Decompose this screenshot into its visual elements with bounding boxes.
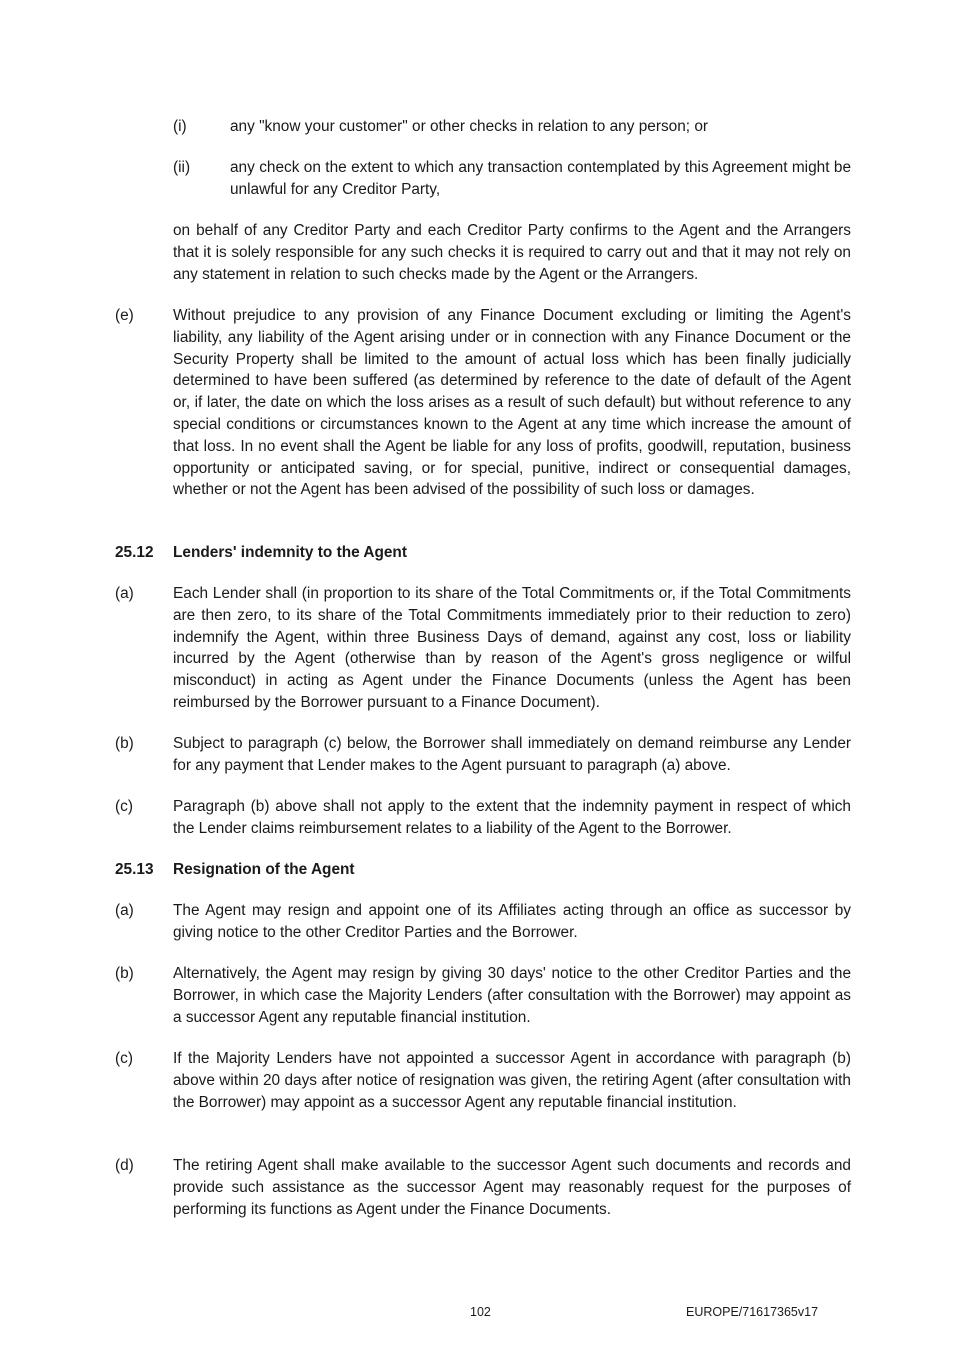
clause-text: The retiring Agent shall make available to the successor Agent such documents and records and provide such assistance as the successor Agent may reasonably request for the purposes of performing its functions as Agent under the Finance Documents.	[173, 1157, 851, 1218]
section-number: 25.12	[115, 544, 154, 561]
clause-label: (e)	[115, 307, 134, 324]
clause-text: Subject to paragraph (c) below, the Borrower shall immediately on demand reimburse any Lender for any payment that Lender makes to the Agent pursuant to paragraph (a) above.	[173, 735, 851, 774]
sub-item-label: (ii)	[173, 159, 191, 176]
clause-text: Alternatively, the Agent may resign by giving 30 days' notice to the other Creditor Parties and the Borrower, in which case the Majority Lenders (after consultation with the Borrower) may appoint as a successor Agent any reputable financial institution.	[173, 965, 851, 1026]
clause-text: Paragraph (b) above shall not apply to the extent that the indemnity payment in respect of which the Lender claims reimbursement relates to a liability of the Agent to the Borrower.	[173, 798, 851, 837]
section-title: Resignation of the Agent	[173, 861, 355, 878]
clause-label: (b)	[115, 735, 134, 752]
clause-text: The Agent may resign and appoint one of its Affiliates acting through an office as successor by giving notice to the other Creditor Parties and the Borrower.	[173, 902, 851, 941]
sub-item-label: (i)	[173, 118, 187, 135]
sub-item-text: any "know your customer" or other checks in relation to any person; or	[230, 118, 709, 135]
sub-item-text: any check on the extent to which any transaction contemplated by this Agreement might be unlawful for any Creditor Party,	[230, 159, 851, 198]
section-title: Lenders' indemnity to the Agent	[173, 544, 407, 561]
document-reference: EUROPE/71617365v17	[686, 1305, 819, 1319]
clause-label: (d)	[115, 1157, 134, 1174]
clause-label: (c)	[115, 798, 133, 815]
clause-label: (c)	[115, 1050, 133, 1067]
page-number: 102	[470, 1305, 491, 1319]
clause-label: (a)	[115, 902, 134, 919]
clause-text: If the Majority Lenders have not appointed a successor Agent in accordance with paragraph (b) above within 20 days after notice of resignation was given, the retiring Agent (after consultation with the Borrower) may appoint as a successor Agent any reputable financial institution.	[173, 1050, 851, 1111]
continuation-paragraph: on behalf of any Creditor Party and each Creditor Party confirms to the Agent and the Arrangers that it is solely responsible for any such checks it is required to carry out and that it may not rely on any statement in relation to such checks made by the Agent or the Arrangers.	[173, 222, 851, 283]
clause-text: Each Lender shall (in proportion to its share of the Total Commitments or, if the Total Commitments are then zero, to its share of the Total Commitments immediately prior to their reduction to zero) indemnify the Agent, within three Business Days of demand, against any cost, loss or liability incurred by the Agent (otherwise than by reason of the Agent's gross negligence or wilful misconduct) in acting as Agent under the Finance Documents (unless the Agent has been reimbursed by the Borrower pursuant to a Finance Document).	[173, 585, 851, 711]
clause-label: (b)	[115, 965, 134, 982]
clause-text: Without prejudice to any provision of any Finance Document excluding or limiting the Agent's liability, any liability of the Agent arising under or in connection with any Finance Document or the Security Property shall be limited to the amount of actual loss which has been finally judicially determined to have been suffered (as determined by reference to the date of default of the Agent or, if later, the date on which the loss arises as a result of such default) but without reference to any special conditions or circumstances known to the Agent at any time which increase the amount of that loss. In no event shall the Agent be liable for any loss of profits, goodwill, reputation, business opportunity or anticipated saving, or for special, punitive, indirect or consequential damages, whether or not the Agent has been advised of the possibility of such loss or damages.	[173, 307, 851, 499]
section-number: 25.13	[115, 861, 154, 878]
clause-label: (a)	[115, 585, 134, 602]
